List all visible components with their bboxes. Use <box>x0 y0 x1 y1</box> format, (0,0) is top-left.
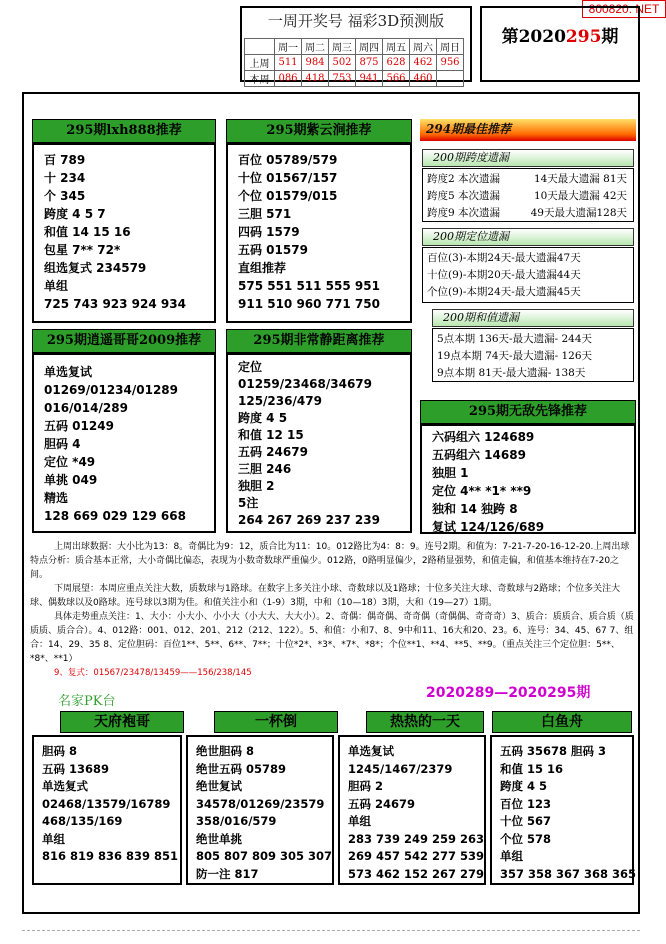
pos-row <box>423 267 633 284</box>
span-row <box>423 171 633 188</box>
pk-line: 百位 123 <box>500 796 552 811</box>
panel-line: 五码 01579 <box>238 243 308 257</box>
period-range: 2020289—2020295期 <box>426 685 591 701</box>
row-label: 上周 <box>245 55 275 71</box>
pk-line: 跨度 4 5 <box>500 779 548 793</box>
day-cell: 周六 <box>410 39 437 55</box>
pk-line: 和值 15 16 <box>500 761 564 776</box>
panel-title-xiaoyao: 295期逍遥哥哥2009推荐 <box>32 329 216 353</box>
panel-line: 六码组六 124689 <box>432 430 535 444</box>
panel-line: 五码 01249 <box>44 419 114 433</box>
panel-line: 264 267 269 237 239 <box>238 513 380 527</box>
panel-line: 五码组六 14689 <box>432 448 526 462</box>
pk-title-rerede: 热热的一天 <box>366 711 484 733</box>
pk-line: 单组 <box>42 831 65 846</box>
result-cell <box>437 71 464 87</box>
pk-line: 单组 <box>348 814 371 828</box>
panel-line: 四码 1579 <box>238 225 300 239</box>
panel-line: 定位 *49 <box>44 455 96 469</box>
pk-line: 283 739 249 259 263 <box>348 831 485 846</box>
sum-row <box>433 365 633 382</box>
site-badge: 800820. NET <box>582 0 666 18</box>
panel-title-lxh888: 295期lxh888推荐 <box>32 119 216 143</box>
result-cell: 462 <box>410 55 437 71</box>
panel-line: 单组 <box>44 279 69 293</box>
span-row-label: 跨度9 本次遗漏 <box>427 207 501 219</box>
panel-line: 精选 <box>44 491 69 505</box>
pk-line: 02468/13579/16789 <box>42 796 171 811</box>
pk-line: 1245/1467/2379 <box>348 761 453 776</box>
analysis-text <box>30 540 634 680</box>
result-cell: 086 <box>275 71 302 87</box>
pk-panel-rerede <box>338 735 486 885</box>
panel-line: 定位 <box>238 360 263 374</box>
panel-line: 128 669 029 129 668 <box>44 509 186 523</box>
pk-line: 468/135/169 <box>42 814 123 828</box>
panel-line: 三胆 246 <box>238 462 292 476</box>
issue-number: 295 <box>565 27 602 47</box>
pk-line: 单组 <box>500 849 523 863</box>
sum-row-text: 9点本期 81天-最大遗漏- 138天 <box>437 367 586 379</box>
panel-xiaoyao <box>32 353 216 533</box>
sum-omission-box <box>432 328 634 382</box>
pos-row-text: 个位(9)-本期24天-最大遗漏45天 <box>427 286 581 298</box>
panel-line: 三胆 571 <box>238 207 292 221</box>
panel-line: 911 510 960 771 750 <box>238 297 380 311</box>
sum-row <box>433 331 633 348</box>
panel-line: 单选复试 <box>44 365 93 379</box>
pk-panel-baiyuzhou <box>490 735 637 885</box>
pos-row-text: 百位(3)-本期24天-最大遗漏47天 <box>427 252 581 264</box>
panel-line: 016/014/289 <box>44 401 128 415</box>
issue-box <box>480 6 640 82</box>
panel-jingjuli <box>226 353 412 533</box>
panel-line: 胆码 4 <box>44 437 81 451</box>
panel-line: 五码 24679 <box>238 445 308 459</box>
pk-title-yibeidao: 一杯倒 <box>214 711 338 733</box>
panel-line: 01269/01234/01289 <box>44 383 179 397</box>
panel-line: 575 551 511 555 951 <box>238 279 380 293</box>
result-cell: 941 <box>356 71 383 87</box>
day-cell: 周四 <box>356 39 383 55</box>
span-row-label: 跨度5 本次遗漏 <box>427 190 501 202</box>
sum-row-text: 19点本期 74天-最大遗漏- 126天 <box>437 350 593 362</box>
sum-omission-title: 200期和值遗漏 <box>432 309 634 327</box>
last-week-row <box>245 55 464 71</box>
pk-line: 269 457 542 277 539 <box>348 849 485 863</box>
pk-line: 358/016/579 <box>196 814 277 828</box>
pos-omission-title: 200期定位遗漏 <box>422 228 634 246</box>
panel-line: 十位 01567/157 <box>238 171 338 185</box>
panel-line: 01259/23468/34679 <box>238 377 373 391</box>
pk-line: 单选复试 <box>348 744 394 758</box>
analysis-focus-label: 具体走势重点关注： <box>54 612 136 622</box>
panel-line: 个 345 <box>44 189 86 203</box>
panel-line: 独和 14 独跨 8 <box>432 502 518 516</box>
panel-line: 复试 124/126/689 <box>432 520 545 534</box>
analysis-focus-body: 1、大小：小大小、小小大（小大大、大大小）。2、奇偶：偶奇偶、奇奇偶（奇偶偶、奇奇奇）3、质合：质质合、质合质（质质质、质合合）。4、012路：001、012、201、212（212、122）。5、和值：小和7、8、9中和11、16大和20、23。6、连号：34、45、67 7、组合：14、29、35 8、定位胆码：百位1**、5**、6**、7**；十位*2*、*3*、*7*、*8*；个位**1、**4、**5、**9。（重点关注三个定位胆：5**、*8*、**1） <box>30 612 634 664</box>
panel-line: 5注 <box>238 496 259 510</box>
pk-line: 胆码 2 <box>348 779 384 793</box>
analysis-compound: 9、复式：01567/23478/13459——156/238/145 <box>54 668 252 678</box>
panel-title-ziyunjian: 295期紫云涧推荐 <box>226 119 412 143</box>
panel-line: 十 234 <box>44 171 86 185</box>
span-omission-title: 200期跨度遗漏 <box>422 149 634 167</box>
result-cell: 502 <box>329 55 356 71</box>
corner-cell <box>245 39 275 55</box>
span-row-value: 49天最大遗漏128天 <box>530 207 627 219</box>
pk-title-baiyuzhou: 白鱼舟 <box>492 711 632 733</box>
panel-ziyunjian <box>226 143 412 323</box>
span-row-label: 跨度2 本次遗漏 <box>427 173 501 185</box>
pk-panel-yibeidao <box>186 735 334 885</box>
pk-line: 防一注 817 <box>196 866 259 881</box>
result-cell: 566 <box>383 71 410 87</box>
span-omission-box <box>422 168 634 222</box>
span-row-value: 10天最大遗漏 42天 <box>533 190 627 202</box>
panel-line: 跨度 4 5 <box>238 411 288 425</box>
panel-line: 百 789 <box>44 153 86 167</box>
pos-row <box>423 250 633 267</box>
day-cell: 周一 <box>275 39 302 55</box>
panel-title-wudi: 295期无敌先锋推荐 <box>420 400 636 424</box>
this-week-row <box>245 71 464 87</box>
issue-prefix: 第2020 <box>501 27 566 47</box>
pk-line: 十位 567 <box>500 814 552 828</box>
pk-line: 绝世单挑 <box>196 831 242 846</box>
sum-row-text: 5点本期 136天-最大遗漏- 244天 <box>437 333 593 345</box>
panel-line: 单挑 049 <box>44 473 98 487</box>
panel-line: 百位 05789/579 <box>238 153 338 167</box>
panel-wudi <box>420 424 636 534</box>
days-row <box>245 39 464 55</box>
weekly-results-title: 一周开奖号 福彩3D预测版 <box>267 12 445 30</box>
pk-line: 357 358 367 368 365 <box>500 866 637 881</box>
sum-row <box>433 348 633 365</box>
panel-line: 独胆 1 <box>432 466 469 480</box>
weekly-results-box <box>240 6 472 86</box>
pos-row-text: 十位(9)-本期20天-最大遗漏44天 <box>427 269 581 281</box>
weekly-results-table <box>244 38 464 87</box>
pk-line: 绝世胆码 8 <box>196 744 255 758</box>
pk-line: 绝世复试 <box>196 779 242 793</box>
panel-line: 包星 7** 72* <box>44 243 121 257</box>
panel-line: 直组推荐 <box>238 261 287 275</box>
panel-lxh888 <box>32 143 216 323</box>
panel-line: 定位 4** *1* **9 <box>432 484 532 498</box>
result-cell: 628 <box>383 55 410 71</box>
panel-line: 跨度 4 5 7 <box>44 207 106 221</box>
panel-line: 独胆 2 <box>238 479 275 493</box>
result-cell: 956 <box>437 55 464 71</box>
result-cell: 418 <box>302 71 329 87</box>
pos-row <box>423 284 633 301</box>
pos-omission-box <box>422 247 634 303</box>
result-cell: 511 <box>275 55 302 71</box>
pk-line: 五码 24679 <box>348 796 416 811</box>
pk-line: 805 807 809 305 307 <box>196 849 333 863</box>
pk-line: 816 819 836 839 851 <box>42 849 179 863</box>
best-title: 294期最佳推荐 <box>420 119 636 141</box>
pk-title-tianfu: 天府袍哥 <box>60 711 184 733</box>
pk-line: 单选复式 <box>42 779 88 793</box>
result-cell: 753 <box>329 71 356 87</box>
span-row <box>423 188 633 205</box>
pk-line: 五码 35678 胆码 3 <box>500 744 607 758</box>
pk-line: 五码 13689 <box>42 761 110 776</box>
analysis-focus <box>30 610 634 666</box>
panel-line: 组选复式 234579 <box>44 261 147 275</box>
panel-line: 和值 14 15 16 <box>44 225 131 239</box>
result-cell: 984 <box>302 55 329 71</box>
span-row-value: 14天最大遗漏 81天 <box>533 173 627 185</box>
day-cell: 周三 <box>329 39 356 55</box>
pk-line: 573 462 152 267 279 <box>348 866 485 881</box>
day-cell: 周二 <box>302 39 329 55</box>
analysis-last-week: 上周出球数据：大小比为13：8。奇偶比为9：12，质合比为11：10。012路比为4：8：9。连号2期。和值为：7-21-7-20-16-12-20.上周出球特点分析：质合基本正常，大小奇偶比偏态，表现为小数奇数球严重偏少。012路，0路明显偏少，2路稍显强势，和值走偏，和值基本维持在7-20之间。 <box>30 542 630 580</box>
pk-line: 胆码 8 <box>42 744 78 758</box>
panel-line: 和值 12 15 <box>238 428 304 442</box>
pk-label: 名家PK台 <box>58 694 116 709</box>
issue-title <box>482 22 638 47</box>
span-row <box>423 205 633 222</box>
panel-line: 725 743 923 924 934 <box>44 297 186 311</box>
panel-line: 个位 01579/015 <box>238 189 338 203</box>
pk-line: 绝世五码 05789 <box>196 761 287 776</box>
bottom-divider <box>22 930 640 931</box>
panel-title-jingjuli: 295期非常静距离推荐 <box>226 329 412 353</box>
panel-line: 125/236/479 <box>238 394 322 408</box>
row-label: 本周 <box>245 71 275 87</box>
day-cell: 周五 <box>383 39 410 55</box>
pk-line: 个位 578 <box>500 831 552 846</box>
analysis-outlook: 下周展望：本周应重点关注大数，质数球与1路球。在数字上多关注小球、奇数球以及1路球；十位多关注大球、奇数球与2路球；个位多关注大球、偶数球以及0路球。连号球以3期为佳。和值关注小和（1-9）3期，中和（10—18）3期，大和（19—27）1期。 <box>30 584 621 608</box>
issue-suffix: 期 <box>601 27 619 47</box>
result-cell: 875 <box>356 55 383 71</box>
pk-line: 34578/01269/23579 <box>196 796 325 811</box>
result-cell: 460 <box>410 71 437 87</box>
pk-panel-tianfu <box>32 735 182 885</box>
day-cell: 周日 <box>437 39 464 55</box>
